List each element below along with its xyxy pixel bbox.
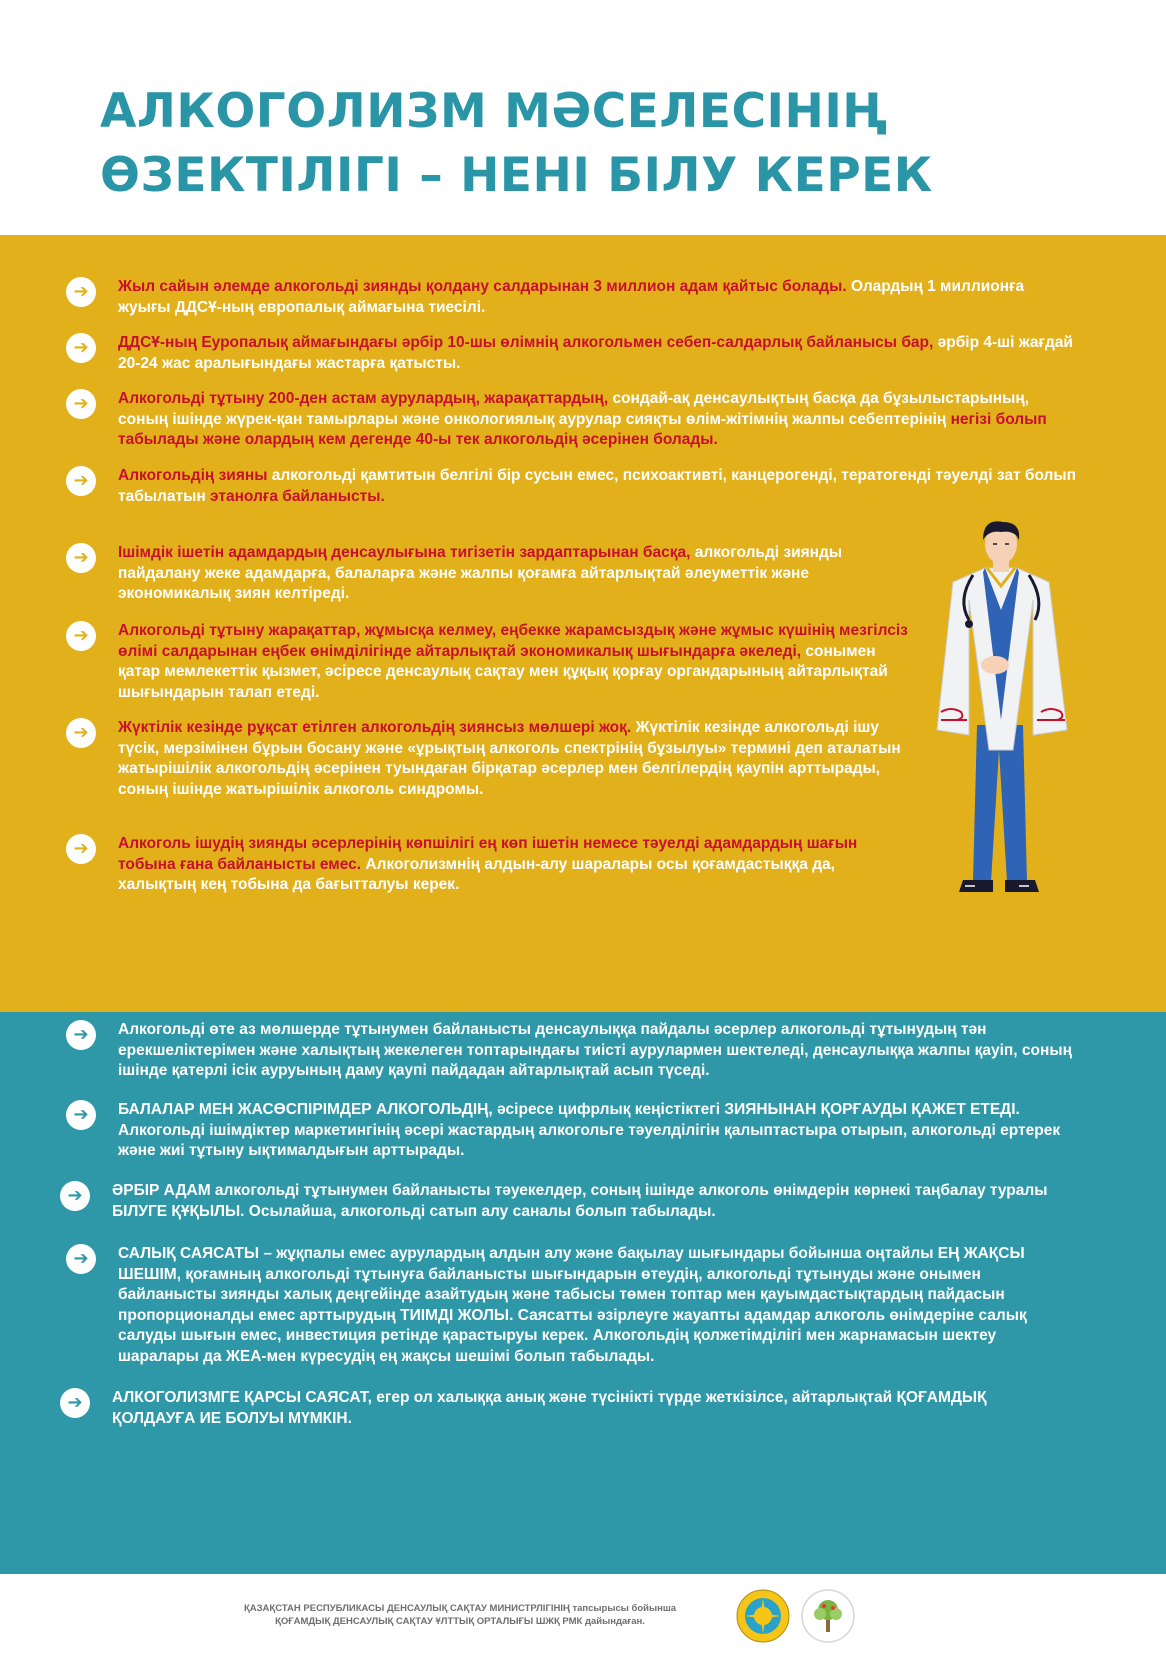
policy-item bbox=[67, 1181, 1072, 1222]
arrow-right-icon: ➔ bbox=[66, 1020, 96, 1050]
fact-item bbox=[73, 277, 1078, 318]
fact-text: Жүктілік кезінде алкогольді ішу түсік, мерзімінен бұрын босану және «ұрықтың алкоголь спектрінің бұзылуы» термині деп аталатын жатырішілік алкогольдің әсерінен туындаған бірқатар әсерлер мен белгілердің қаупін арттырады, соның ішінде жатырішілік алкоголь синдромы. bbox=[118, 719, 901, 798]
arrow-right-icon: ➔ bbox=[66, 718, 96, 748]
fact-highlight: Алкогольді тұтыну 200-ден астам аурулардың, жарақаттардың, bbox=[118, 390, 609, 407]
arrow-right-icon: ➔ bbox=[66, 277, 96, 307]
policy-item bbox=[73, 1100, 1078, 1162]
arrow-right-icon: ➔ bbox=[66, 389, 96, 419]
fact-text: сонымен қатар мемлекеттік қызмет, әсіресе денсаулық сақтау мен құқық қорғау органдарының айтарлықтай шығындарын талап етеді. bbox=[118, 642, 888, 701]
policy-text: САЛЫҚ САЯСАТЫ – жұқпалы емес аурулардың алдын алу және бақылау шығындары бойынша оңтайлы ЕҢ ЖАҚСЫ ШЕШІМ, қоғамның алкогольді тұтынуға байланысты шығындарын өтеудің, алкогольді тұтынуды және онымен байланысты зиянды халық деңгейінде азайтудың және табысы төмен топтар мен қауымдастықтардың пайдасын пропорционалды емес арттырудың ТИІМДІ ЖОЛЫ. Саясатты әзірлеуге жауапты адамдар алкоголь өнімдеріне салық салуды шығын емес, инвестиция ретінде қарастыруы керек. Алкогольдің қолжетімділігі мен жарнамасын шектеу шаралары да ЖЕА-мен күресудің ең жақсы шешімі болып табылады. bbox=[118, 1245, 1027, 1365]
fact-highlight: Алкоголь ішудің зиянды әсерлерінің көпшілігі ең көп ішетін немесе тәуелді адамдардың шағын тобына ғана байланысты емес. bbox=[118, 835, 858, 873]
fact-item bbox=[73, 621, 908, 703]
arrow-right-icon: ➔ bbox=[66, 543, 96, 573]
fact-highlight: Алкогольдің зияны bbox=[118, 467, 268, 484]
policy-text: БАЛАЛАР МЕН ЖАСӨСПІРІМДЕР АЛКОГОЛЬДІҢ, әсіресе цифрлық кеңістіктегі ЗИЯНЫНАН ҚОРҒАУДЫ ҚАЖЕТ ЕТЕДІ. Алкогольді ішімдіктер маркетингінің әсері жастардың алкогольге тәуелділігін қалыптастыра отырып, алкогольді ертерек және жиі тұтыну ықтималдығын арттырады. bbox=[118, 1101, 1061, 1159]
arrow-right-icon: ➔ bbox=[66, 1244, 96, 1274]
policy-item bbox=[73, 1244, 1078, 1367]
fact-highlight: Жыл сайын әлемде алкогольді зиянды қолдану салдарынан 3 миллион адам қайтыс болады. bbox=[118, 278, 847, 295]
title-line-1: АЛКОГОЛИЗМ МӘСЕЛЕСІНІҢ bbox=[100, 84, 888, 139]
policy-item bbox=[73, 1020, 1078, 1082]
fact-text: Алкоголизмнің алдын-алу шаралары осы қоғамдастыққа да, халықтың кең тобына да бағытталуы керек. bbox=[118, 855, 835, 893]
arrow-right-icon: ➔ bbox=[66, 621, 96, 651]
fact-text: әрбір 4-ші жағдай 20-24 жас аралығындағы жастарға қатысты. bbox=[118, 334, 1073, 372]
arrow-right-icon: ➔ bbox=[66, 1100, 96, 1130]
arrow-right-icon: ➔ bbox=[66, 834, 96, 864]
arrow-right-icon: ➔ bbox=[60, 1388, 90, 1418]
policy-text: Алкогольді өте аз мөлшерде тұтынумен байланысты денсаулыққа пайдалы әсерлер алкогольді тұтынудың тән ерекшеліктерімен және халықтың жекелеген топтарындағы тиісті аурулармен шектеледі, денсаулыққа жалпы қауіп, соның ішінде қатерлі ісік ауруының даму қаупі пайдадан айтарлықтай асып түседі. bbox=[118, 1021, 1072, 1079]
fact-item bbox=[73, 543, 918, 605]
fact-item bbox=[73, 834, 908, 896]
fact-highlight: ДДСҰ-ның Еуропалық аймағындағы әрбір 10-шы өлімнің алкогольмен себеп-салдарлық байланысы бар, bbox=[118, 334, 934, 351]
policy-text: АЛКОГОЛИЗМГЕ ҚАРСЫ САЯСАТ, егер ол халыққа анық және түсінікті түрде жеткізілсе, айтарлықтай ҚОҒАМДЫҚ ҚОЛДАУҒА ИЕ БОЛУЫ МҮМКІН. bbox=[112, 1389, 987, 1427]
fact-text: алкогольді қамтитын белгілі бір сусын емес, психоактивті, канцерогенді, тератогенді тәуелді зат болып табылатын bbox=[118, 467, 1076, 505]
doctor-illustration bbox=[935, 520, 1070, 900]
footer-line-2: ҚОҒАМДЫҚ ДЕНСАУЛЫҚ САҚТАУ ҰЛТТЫҚ ОРТАЛЫҒЫ ШЖҚ РМК дайындаған. bbox=[275, 1616, 645, 1627]
fact-highlight: Алкогольді тұтыну жарақаттар, жұмысқа келмеу, еңбекке жарамсыздық және жұмыс күшінің мезгілсіз өлімі салдарынан еңбек өнімділігінде айтарлықтай экономикалық шығындарға әкеледі, bbox=[118, 622, 908, 660]
policy-item bbox=[67, 1388, 1072, 1429]
arrow-right-icon: ➔ bbox=[66, 466, 96, 496]
fact-item bbox=[73, 389, 1078, 451]
footer-credits bbox=[195, 1602, 725, 1628]
arrow-right-icon: ➔ bbox=[66, 333, 96, 363]
page-title bbox=[100, 80, 1100, 208]
health-center-logo-icon bbox=[800, 1588, 856, 1644]
policy-text: ӘРБІР АДАМ алкогольді тұтынумен байланысты тәуекелдер, соның ішінде алкоголь өнімдерін көрнекі таңбалау туралы БІЛУГЕ ҚҰҚЫЛЫ. Осылайша, алкогольді сатып алу саналы болып табылады. bbox=[112, 1182, 1048, 1220]
fact-text: алкогольді зиянды пайдалану жеке адамдарға, балаларға және жалпы қоғамға айтарлықтай әлеуметтік және экономикалық зиян келтіреді. bbox=[118, 544, 843, 602]
state-emblem-icon bbox=[735, 1588, 791, 1644]
fact-item bbox=[73, 333, 1078, 374]
fact-highlight: Ішімдік ішетін адамдардың денсаулығына тигізетін зардаптарынан басқа, bbox=[118, 544, 691, 561]
fact-highlight: Жүктілік кезінде рұқсат етілген алкогольдің зиянсыз мөлшері жоқ. bbox=[118, 719, 632, 736]
fact-text: сондай-ақ денсаулықтың басқа да бұзылыстарының, соның ішінде жүрек-қан тамырлары және онкологиялық аурулар сияқты өлім-жітімнің жалпы себептерінің bbox=[118, 390, 1030, 428]
fact-highlight: этанолға байланысты. bbox=[210, 487, 385, 505]
footer-line-1: ҚАЗАҚСТАН РЕСПУБЛИКАСЫ ДЕНСАУЛЫҚ САҚТАУ МИНИСТРЛІГІНІҢ тапсырысы бойынша bbox=[243, 1603, 677, 1614]
fact-item bbox=[73, 466, 1078, 507]
arrow-right-icon: ➔ bbox=[60, 1181, 90, 1211]
title-line-2: ӨЗЕКТІЛІГІ – НЕНІ БІЛУ КЕРЕК bbox=[100, 148, 933, 203]
fact-highlight: негізі болып табылады және олардың кем дегенде 40-ы тек алкогольдің әсерінен болады. bbox=[118, 410, 1047, 448]
fact-text: Олардың 1 миллионға жуығы ДДСҰ-ның европалық аймағына тиесілі. bbox=[118, 278, 1025, 316]
fact-item bbox=[73, 718, 908, 800]
